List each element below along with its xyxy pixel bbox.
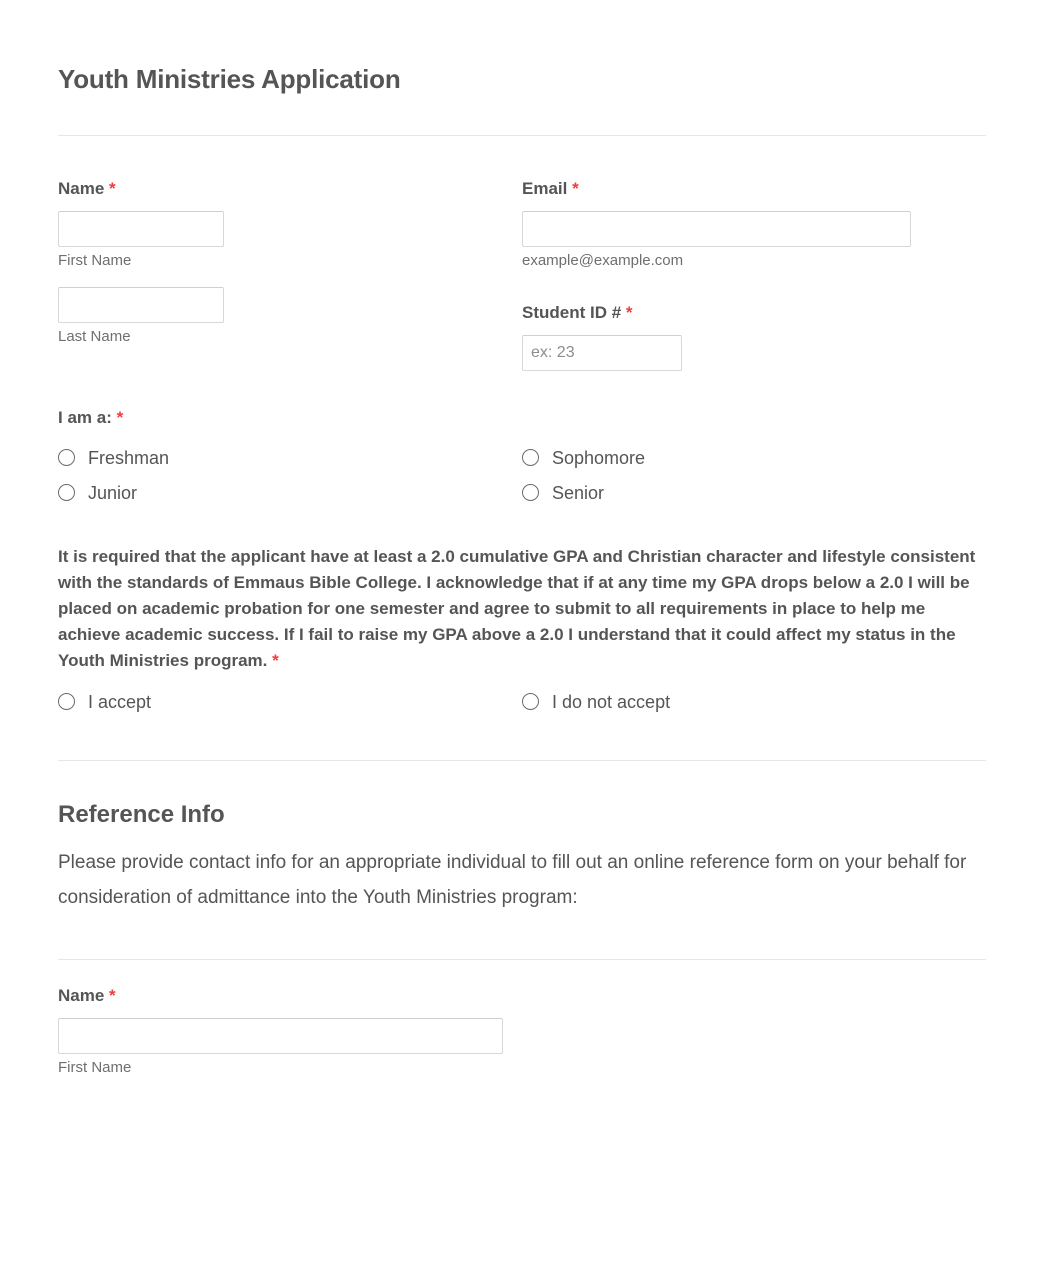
radio-option-senior[interactable] [522, 475, 986, 510]
radio-label-junior: Junior [88, 482, 138, 503]
radio-option-i-do-not-accept[interactable] [522, 684, 986, 719]
radio-label-i-accept: I accept [88, 691, 152, 712]
radio-circle-icon [522, 484, 539, 501]
radio-circle-icon [58, 449, 75, 466]
section-reference-info [58, 799, 986, 915]
reference-name-required-asterisk: * [109, 986, 116, 1005]
class-standing-label [58, 407, 986, 429]
field-group-reference-name [58, 985, 986, 1078]
email-input[interactable] [522, 211, 911, 247]
radio-option-junior[interactable] [58, 475, 522, 510]
student-id-label-text: Student ID # [522, 303, 622, 322]
last-name-input[interactable] [58, 287, 224, 323]
last-name-sublabel: Last Name [58, 328, 131, 345]
radio-circle-icon [522, 693, 539, 710]
name-label-text: Name [58, 179, 105, 198]
radio-label-sophomore: Sophomore [552, 447, 646, 468]
email-sublabel: example@example.com [522, 252, 684, 269]
radio-option-i-accept[interactable] [58, 684, 522, 719]
class-standing-label-text: I am a: [58, 408, 112, 427]
reference-info-heading: Reference Info [58, 801, 225, 828]
field-group-name [58, 178, 522, 347]
first-name-block [58, 211, 522, 271]
class-standing-radio-group [58, 440, 986, 510]
gpa-agreement-required-asterisk: * [272, 651, 279, 670]
reference-info-description: Please provide contact info for an appropriate individual to fill out an online reference form on your behalf for consideration of admittance into the Youth Ministries program: [58, 852, 967, 908]
radio-circle-icon [58, 484, 75, 501]
gpa-agreement-body: It is required that the applicant have at least a 2.0 cumulative GPA and Christian character and lifestyle consistent with the standards of Emmaus Bible College. I acknowledge that if at any time my GPA drops below a 2.0 I will be placed on academic probation for one semester and agree to submit to all requirements in place to help me achieve academic success. If I fail to raise my GPA above a 2.0 I understand that it could affect my status in the Youth Ministries program. [58, 547, 976, 670]
reference-name-label [58, 985, 986, 1007]
radio-option-freshman[interactable] [58, 440, 522, 475]
gpa-agreement-radio-group [58, 684, 986, 719]
student-id-label [522, 302, 986, 324]
reference-first-name-block [58, 1018, 986, 1078]
class-standing-required-asterisk: * [116, 408, 124, 427]
name-label [58, 178, 522, 200]
field-group-gpa-agreement [58, 544, 986, 719]
field-group-class-standing [58, 407, 986, 510]
name-required-asterisk: * [109, 179, 116, 198]
row-name-email [58, 178, 986, 371]
field-group-email [522, 178, 986, 371]
page-title: Youth Ministries Application [58, 64, 401, 94]
radio-option-sophomore[interactable] [522, 440, 986, 475]
student-id-required-asterisk: * [625, 303, 633, 322]
reference-first-name-input[interactable] [58, 1018, 503, 1054]
email-block [522, 211, 986, 271]
radio-label-i-do-not-accept: I do not accept [552, 691, 671, 712]
email-required-asterisk: * [572, 179, 579, 198]
reference-name-label-text: Name [58, 986, 105, 1005]
radio-label-freshman: Freshman [88, 447, 170, 468]
last-name-block [58, 287, 522, 347]
gpa-agreement-text [58, 544, 986, 674]
email-label-text: Email [522, 179, 568, 198]
first-name-input[interactable] [58, 211, 224, 247]
email-label [522, 178, 986, 200]
radio-label-senior: Senior [552, 482, 605, 503]
radio-circle-icon [58, 693, 75, 710]
first-name-sublabel: First Name [58, 252, 132, 269]
radio-circle-icon [522, 449, 539, 466]
reference-first-name-sublabel: First Name [58, 1059, 132, 1076]
student-id-input[interactable] [522, 335, 682, 371]
